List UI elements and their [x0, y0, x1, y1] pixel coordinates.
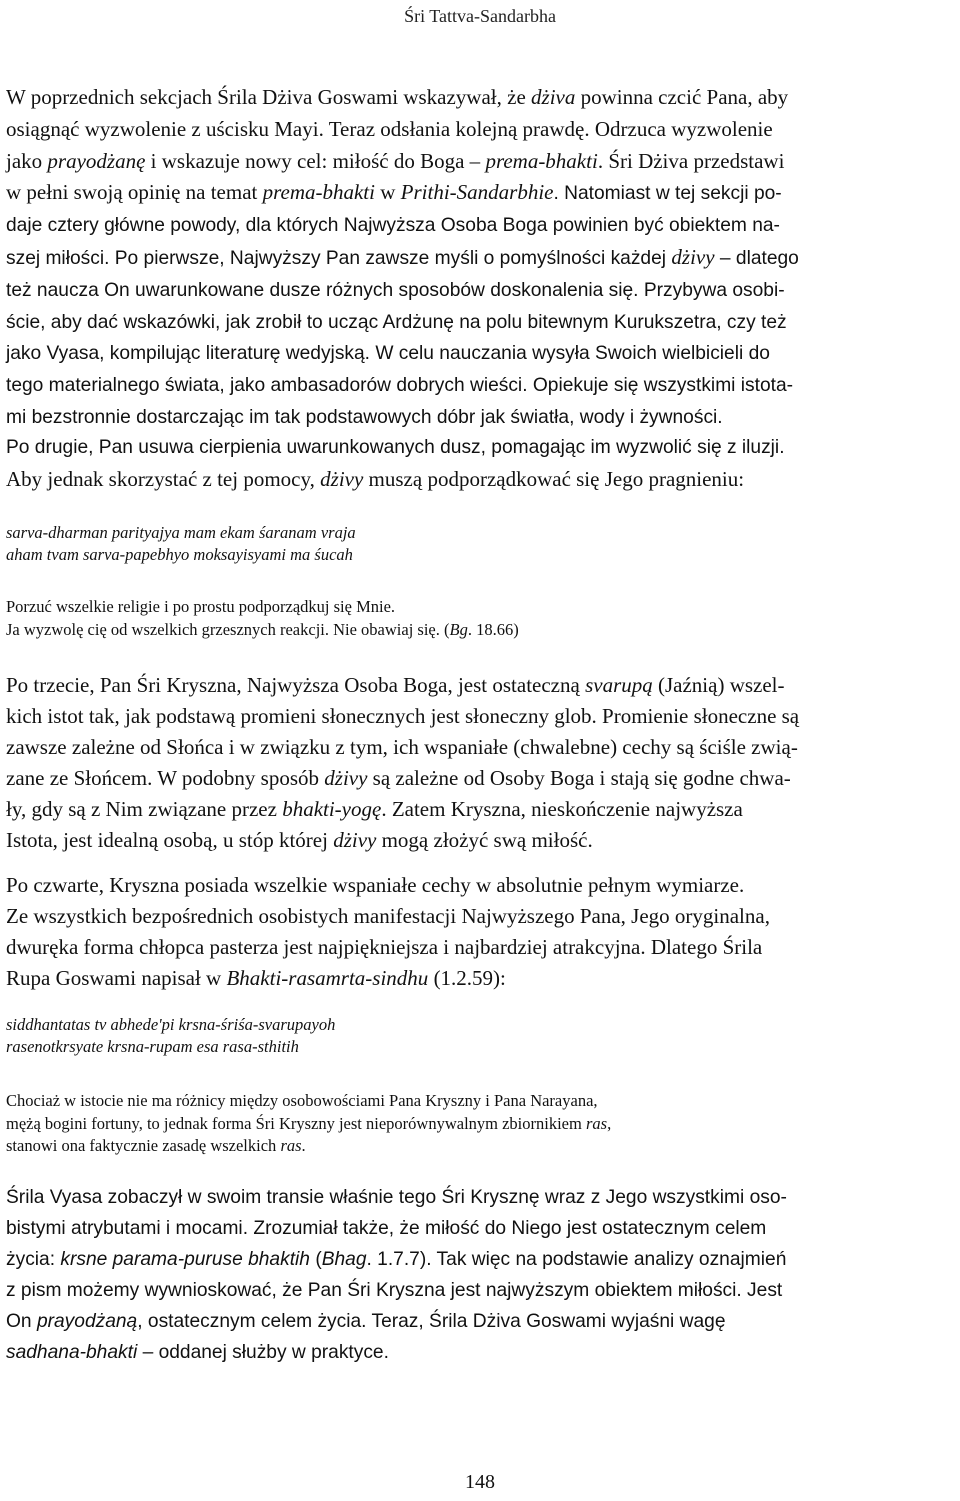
- term-italic: krsne parama-puruse bhaktih: [60, 1249, 310, 1270]
- text-line: zawsze zależne od Słońca i w związku z tym, ich wspaniałe (chwalebne) cechy są ściśle zwią-: [6, 735, 798, 759]
- text-line: mi bezstronnie dostarczając im tak podstawowych dóbr jak światła, wody i żywności.: [6, 406, 723, 428]
- text-line: [6, 825, 956, 856]
- text-line: dwuręka forma chłopca pasterza jest najpiękniejsza i najbardziej atrakcyjna. Dlatego Śrila: [6, 935, 763, 959]
- text-line: [6, 1244, 956, 1275]
- text-line: [6, 1306, 956, 1337]
- text-line: [6, 464, 956, 496]
- term-italic: Bhag: [321, 1249, 367, 1270]
- text-line: [6, 242, 956, 275]
- text-span: Aby jednak skorzystać z tej pomocy,: [6, 466, 315, 491]
- text-line: Ze wszystkich bezpośrednich osobistych manifestacji Najwyższego Pana, Jego oryginalna,: [6, 904, 770, 928]
- text-line: ście, aby dać wskazówki, jak zrobił to ucząc Ardżunę na polu bitewnym Kurukszetra, czy też: [6, 311, 787, 333]
- text-span: powinna czcić Pana, aby: [580, 85, 789, 109]
- text-span: . Śri Dżiva przedstawi: [597, 148, 785, 173]
- text-span: i wskazuje nowy cel: miłość do Boga –: [150, 148, 481, 173]
- text-span: zane ze Słońcem. W podobny sposób: [6, 766, 320, 790]
- term-italic: svarupą: [585, 673, 653, 697]
- paragraph-4: [6, 870, 956, 994]
- text-line: daje cztery główne powody, dla których Najwyższa Osoba Boga powinien być obiektem na-: [6, 215, 780, 237]
- text-line: z pism możemy wywnioskować, że Pan Śri Kryszna jest najwyższym obiektem miłości. Jest: [6, 1280, 783, 1301]
- text-span: .: [301, 1136, 306, 1155]
- text-span: w: [380, 180, 396, 205]
- text-span: W poprzednich sekcjach Śrila Dżiva Goswami wskazywał, że: [6, 85, 526, 109]
- translation-block-2: [6, 1090, 611, 1158]
- paragraph-5: [6, 1182, 956, 1368]
- text-line: [6, 146, 956, 178]
- term-italic: bhakti-yogę: [282, 797, 382, 821]
- text-line: kich istot tak, jak podstawą promieni słonecznych jest słoneczny glob. Promienie słoneczne są: [6, 704, 800, 728]
- term-italic: Bg: [449, 619, 468, 639]
- term-italic: ras: [280, 1136, 302, 1155]
- running-header: Śri Tattva-Sandarbha: [404, 6, 556, 26]
- text-span: . Zatem Kryszna, nieskończenie najwyższa: [381, 797, 743, 821]
- text-span: mogą złożyć swą miłość.: [381, 828, 593, 852]
- term-italic: dżivy: [671, 244, 715, 269]
- text-line: też naucza On uwarunkowane dusze różnych sposobów doskonalenia się. Przybywa osobi-: [6, 279, 785, 301]
- text-line: jako Vyasa, kompilując literaturę wedyjską. W celu nauczania wysyła Swoich wielbicieli do: [6, 343, 770, 365]
- text-span: (: [315, 1249, 322, 1270]
- verse-line: sarva-dharman parityajya mam ekam śaranam vraja: [6, 523, 356, 542]
- text-span: – oddanej służby w praktyce.: [142, 1342, 389, 1363]
- translation-line: Chociaż w istocie nie ma różnicy między osobowościami Pana Kryszny i Pana Narayana,: [6, 1091, 598, 1110]
- text-line: [6, 82, 956, 114]
- term-italic: dżivy: [324, 766, 368, 790]
- text-line: Śrila Vyasa zobaczył w swoim transie właśnie tego Śri Krysznę wraz z Jego wszystkimi oso-: [6, 1187, 787, 1208]
- text-span: mężą bogini fortuny, to jednak forma Śri Kryszny jest nieporównywalnym zbiornikiem: [6, 1113, 582, 1133]
- text-line: Po czwarte, Kryszna posiada wszelkie wspaniałe cechy w absolutnie pełnym wymiarze.: [6, 873, 745, 897]
- text-span: życia:: [6, 1249, 56, 1270]
- text-span: ,: [607, 1113, 612, 1133]
- text-line: bistymi atrybutami i mocami. Zrozumiał także, że miłość do Niego jest ostatecznym celem: [6, 1218, 767, 1239]
- text-span: On: [6, 1311, 32, 1332]
- paragraph-3: [6, 670, 956, 856]
- term-italic: prema-bhakti: [485, 148, 598, 173]
- text-line: [6, 177, 956, 210]
- text-span: Rupa Goswami napisał w: [6, 966, 222, 990]
- verse-line: siddhantatas tv abhede'pi krsna-śriśa-svarupayoh: [6, 1015, 336, 1034]
- term-italic: dżiva: [531, 85, 576, 109]
- text-span: są zależne od Osoby Boga i stają się godne chwa-: [372, 766, 791, 790]
- translation-line: Porzuć wszelkie religie i po prostu podporządkuj się Mnie.: [6, 597, 396, 616]
- text-span: , ostatecznym celem życia. Teraz, Śrila Dżiva Goswami wyjaśni wagę: [137, 1311, 726, 1332]
- text-line: [6, 963, 956, 994]
- term-italic: Prithi-Sandarbhie: [400, 180, 554, 205]
- text-line: Po drugie, Pan usuwa cierpienia uwarunkowanych dusz, pomagając im wyzwolić się z iluzji.: [6, 437, 785, 458]
- term-italic: prema-bhakti: [262, 180, 375, 205]
- text-line: [6, 763, 956, 794]
- translation-line: [6, 1135, 611, 1158]
- text-span: . Natomiast w tej sekcji po-: [553, 183, 782, 205]
- text-span: w pełni swoją opinię na temat: [6, 180, 258, 205]
- text-span: Ja wyzwolę cię od wszelkich grzesznych reakcji. Nie obawiaj się. (: [6, 619, 450, 639]
- verse-line: rasenotkrsyate krsna-rupam esa rasa-sthitih: [6, 1037, 299, 1056]
- verse-block-2: [6, 1014, 335, 1058]
- text-span: . 1.7.7). Tak więc na podstawie analizy oznajmień: [366, 1249, 787, 1270]
- text-span: muszą podporządkować się Jego pragnieniu:: [368, 466, 745, 491]
- paragraph-1: [6, 82, 956, 434]
- text-span: jako: [6, 148, 43, 173]
- text-line: osiągnąć wyzwolenie z uścisku Mayi. Teraz odsłania kolejną prawdę. Odrzuca wyzwolenie: [6, 116, 773, 141]
- text-line: [6, 1337, 956, 1368]
- term-italic: dżivy: [333, 828, 377, 852]
- text-span: – dlatego: [719, 247, 799, 269]
- term-italic: Bhakti-rasamrta-sindhu: [226, 966, 429, 990]
- text-span: . 18.66): [467, 619, 519, 639]
- translation-line: [6, 619, 519, 642]
- page-number: 148: [465, 1471, 495, 1493]
- term-italic: dżivy: [320, 466, 364, 491]
- paragraph-2: [6, 432, 956, 496]
- text-line: [6, 794, 956, 825]
- term-italic: prayodżaną: [36, 1311, 138, 1332]
- term-italic: ras: [585, 1113, 608, 1133]
- verse-line: aham tvam sarva-papebhyo moksayisyami ma śucah: [6, 545, 353, 564]
- text-span: stanowi ona faktycznie zasadę wszelkich: [6, 1136, 277, 1155]
- text-line: tego materialnego świata, jako ambasadorów dobrych wieści. Opiekuje się wszystkimi istota-: [6, 375, 794, 397]
- text-span: (Jaźnią) wszel-: [658, 673, 785, 697]
- text-span: ły, gdy są z Nim związane przez: [6, 797, 277, 821]
- text-span: Istota, jest idealną osobą, u stóp której: [6, 828, 328, 852]
- text-span: szej miłości. Po pierwsze, Najwyższy Pan zawsze myśli o pomyślności każdej: [6, 247, 667, 269]
- translation-block-1: [6, 596, 519, 641]
- text-line: [6, 670, 956, 701]
- term-italic: prayodżanę: [47, 148, 146, 173]
- verse-block-1: [6, 522, 356, 566]
- term-italic: sadhana-bhakti: [6, 1342, 138, 1363]
- text-span: (1.2.59):: [433, 966, 506, 990]
- text-span: Po trzecie, Pan Śri Kryszna, Najwyższa Osoba Boga, jest ostateczną: [6, 673, 580, 697]
- translation-line: [6, 1113, 611, 1136]
